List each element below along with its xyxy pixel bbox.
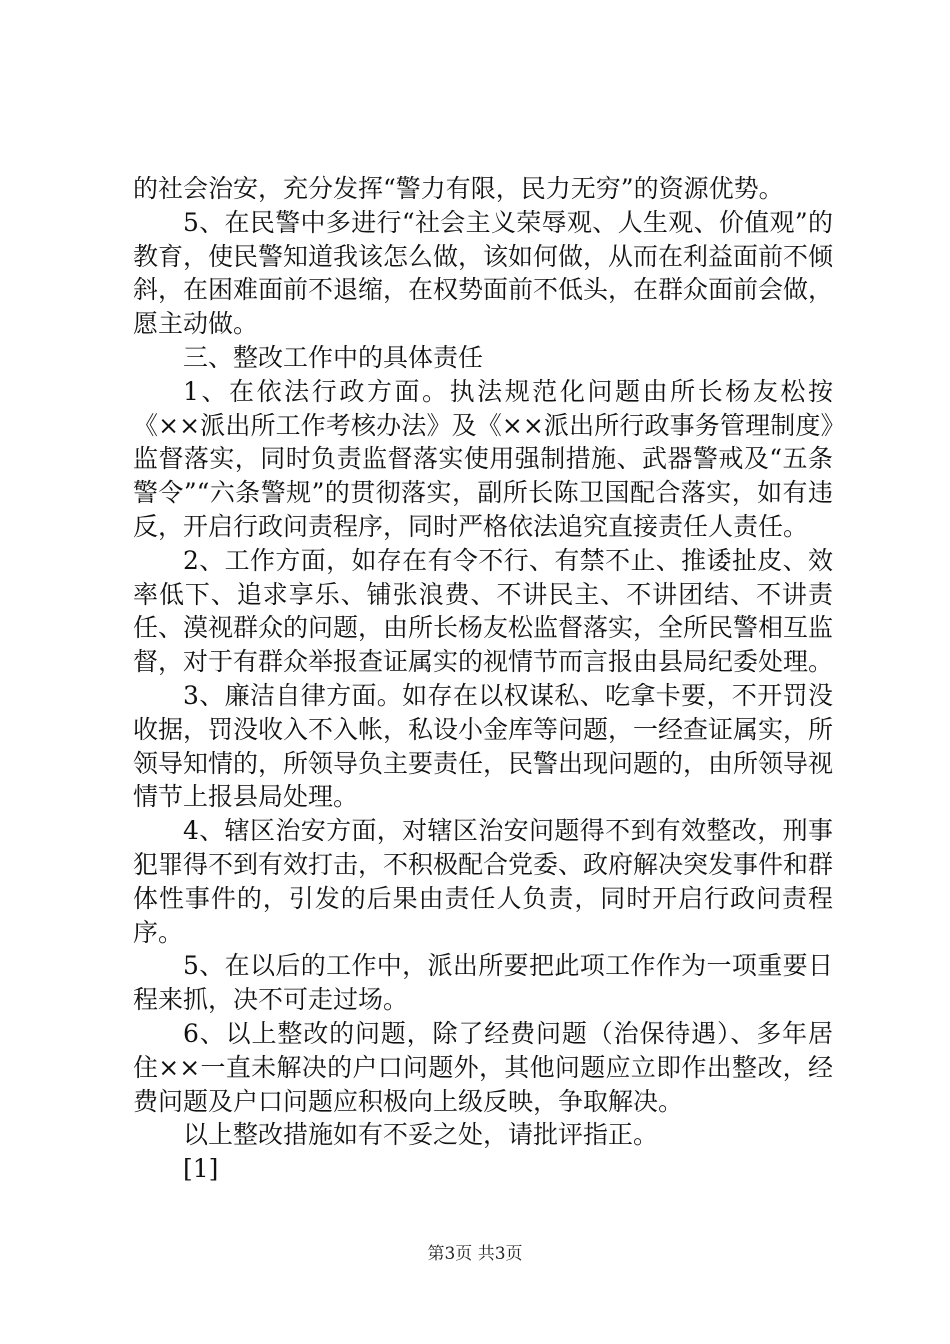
section-heading: 三、整改工作中的具体责任	[183, 342, 484, 372]
paragraph: 的社会治安，充分发挥“警力有限，民力无穷”的资源优势。	[133, 174, 784, 203]
paragraph: 5、在以后的工作中，派出所要把此项工作作为一项重要日程来抓，决不可走过场。	[133, 951, 833, 1015]
paragraph: 2、工作方面，如存在有令不行、有禁不止、推诿扯皮、效率低下、追求享乐、铺张浪费、不讲民主、不讲团结、不讲责任、漠视群众的问题，由所长杨友松监督落实，全所民警相互监督，对于有群众举报查证属实的视情节而言报由县局纪委处理。	[133, 545, 834, 677]
paragraph: 4、辖区治安方面，对辖区治安问题得不到有效整改，刑事犯罪得不到有效打击，不积极配合党委、政府解决突发事件和群体性事件的，引发的后果由责任人负责，同时开启行政问责程序。	[133, 816, 834, 947]
paragraph: 1、在依法行政方面。执法规范化问题由所长杨友松按《××派出所工作考核办法》及《××派出所行政事务管理制度》监督落实，同时负责监督落实使用强制措施、武器警戒及“五条警令”“六条警规”的贯彻落实，副所长陈卫国配合落实，如有违反，开启行政问责程序，同时严格依法追究直接责任人责任。	[133, 376, 833, 541]
paragraph: 5、在民警中多进行“社会主义荣辱观、人生观、价值观”的教育，使民警知道我该怎么做，该如何做，从而在利益面前不倾斜，在困难面前不退缩，在权势面前不低头，在群众面前会做，愿主动做。	[133, 207, 834, 339]
page-footer: 第3页 共3页	[427, 1244, 523, 1264]
paragraph: 以上整改措施如有不妥之处，请批评指正。	[183, 1120, 659, 1150]
document-body	[133, 172, 833, 1186]
paragraph: 6、以上整改的问题，除了经费问题（治保待遇）、多年居住××一直未解决的户口问题外，其他问题应立即作出整改，经费问题及户口问题应积极向上级反映，争取解决。	[133, 1018, 833, 1116]
paragraph: 3、廉洁自律方面。如存在以权谋私、吃拿卡要，不开罚没收据，罚没收入不入帐，私设小金库等问题，一经查证属实，所领导知情的，所领导负主要责任，民警出现问题的，由所领导视情节上报县局处理。	[133, 680, 834, 812]
footnote-reference: [1]	[183, 1154, 219, 1184]
